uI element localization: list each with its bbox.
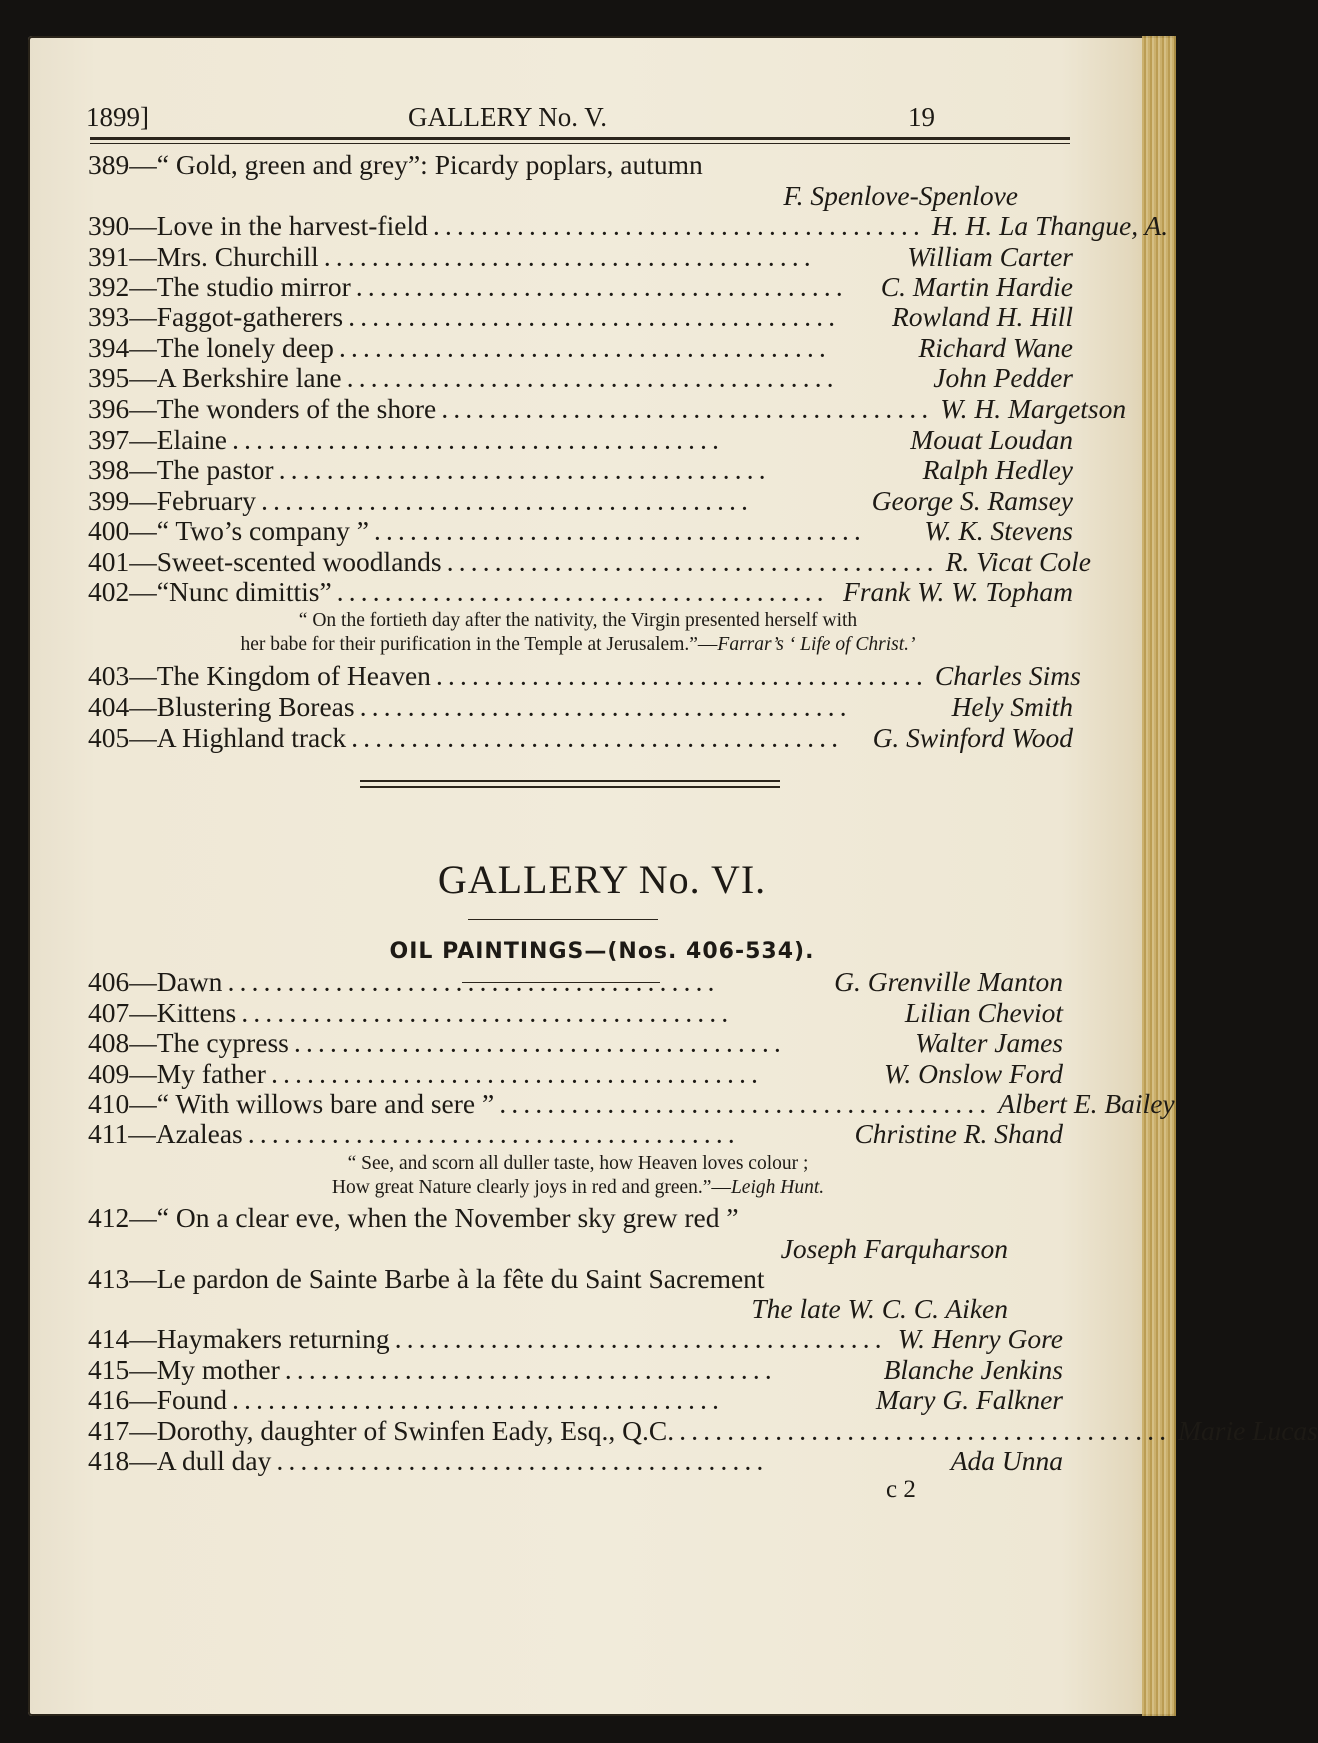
entry-artist: Frank W. W. Topham: [843, 576, 1073, 607]
entry-title: —“ Two’s company ”: [129, 515, 369, 546]
entry-artist: R. Vicat Cole: [945, 546, 1091, 577]
list-item: [88, 241, 1073, 273]
entry-artist: Christine R. Shand: [854, 1118, 1063, 1149]
entry-number: 393: [88, 301, 130, 332]
list-item: [88, 332, 1073, 364]
entry-artist: The late W. C. C. Aiken: [751, 1293, 1008, 1324]
entry-artist: W. Henry Gore: [897, 1323, 1063, 1354]
leader-dots: .........................................: [271, 1066, 764, 1088]
entry-artist: Marie Lucas: [1178, 1415, 1318, 1446]
entry-title: —A Highland track: [129, 722, 347, 753]
leader-dots: .........................................: [500, 1096, 993, 1118]
entry-quote: [78, 1152, 1078, 1200]
entry-title: —Sweet-scented woodlands: [129, 546, 442, 577]
entry-title: —Faggot-gatherers: [129, 301, 344, 332]
quote-line: “ On the fortieth day after the nativity, the Virgin presented herself with: [298, 610, 858, 631]
entry-artist: Richard Wane: [918, 332, 1073, 363]
entry-title: —Mrs. Churchill: [129, 241, 319, 272]
leader-dots: .........................................: [324, 249, 817, 271]
leader-dots: .........................................: [248, 1126, 741, 1148]
entry-artist: Albert E. Bailey: [998, 1088, 1175, 1119]
entry-title: —The studio mirror: [129, 271, 351, 302]
list-item: [88, 362, 1073, 394]
section-divider: [360, 780, 780, 782]
entry-title: —Haymakers returning: [129, 1323, 390, 1354]
list-item: [88, 1118, 1063, 1150]
entry-artist: C. Martin Hardie: [880, 271, 1073, 302]
section-divider: [360, 786, 780, 788]
entry-number: 416: [88, 1384, 130, 1415]
entry-number: 397: [88, 424, 130, 455]
entry-title: —“ On a clear eve, when the November sky grew red ”: [129, 1202, 739, 1233]
entry-artist: Charles Sims: [934, 660, 1081, 691]
entry-title: —Dorothy, daughter of Swinfen Eady, Esq., Q.C.: [129, 1415, 675, 1446]
list-item: [88, 1058, 1063, 1090]
leader-dots: .........................................: [277, 1453, 770, 1475]
entry-number: 409: [88, 1058, 130, 1089]
entry-number: 407: [88, 997, 130, 1028]
entry-title: —Blustering Boreas: [129, 691, 355, 722]
entry-artist: W. H. Margetson: [940, 393, 1127, 424]
list-item: [88, 301, 1073, 333]
entry-number: 413: [88, 1263, 130, 1294]
entry-artist: George S. Ramsey: [871, 485, 1073, 516]
list-item: [88, 1445, 1063, 1477]
list-item: [88, 485, 1073, 517]
header-rule-thin: [90, 143, 1070, 144]
entry-title: —My mother: [129, 1354, 280, 1385]
list-item: [88, 424, 1073, 456]
entry-artist: Lilian Cheviot: [904, 997, 1063, 1028]
entry-title: —Kittens: [129, 997, 237, 1028]
entry-artist: H. H. La Thangue, A.: [931, 210, 1169, 241]
list-item: [88, 1415, 1318, 1447]
heading-rule: [468, 919, 658, 920]
entry-number: 415: [88, 1354, 130, 1385]
book-page: [28, 36, 1318, 1716]
quote-source: Farrar’s ‘ Life of Christ.’: [717, 634, 916, 655]
entry-number: 414: [88, 1323, 130, 1354]
list-item: [88, 393, 1127, 425]
entry-number: 391: [88, 241, 130, 272]
entry-artist: Rowland H. Hill: [891, 301, 1073, 332]
entry-title: —My father: [129, 1058, 266, 1089]
quote-text: How great Nature clearly joys in red and green.”—: [331, 1177, 731, 1198]
entry-number: 400: [88, 515, 130, 546]
entry-artist: Ralph Hedley: [922, 454, 1073, 485]
leader-dots: .........................................: [262, 493, 755, 515]
list-item: [88, 1384, 1063, 1416]
list-item: [88, 1088, 1175, 1120]
leader-dots: .........................................: [442, 401, 935, 423]
entry-quote: [78, 609, 1078, 657]
entry-artist: W. Onslow Ford: [883, 1058, 1063, 1089]
leader-dots: .........................................: [337, 584, 830, 606]
leader-dots: .........................................: [374, 523, 867, 545]
entry-number: 398: [88, 454, 130, 485]
entry-title: —“ Gold, green and grey”: Picardy poplars, autumn: [129, 149, 703, 180]
list-item: [88, 515, 1073, 547]
entry-number: 394: [88, 332, 130, 363]
entry-number: 402: [88, 576, 130, 607]
header-year: 1899]: [86, 102, 149, 132]
quote-source: Leigh Hunt.: [730, 1177, 825, 1198]
quote-line: [78, 633, 1078, 657]
entry-number: 405: [88, 722, 130, 753]
entry-number: 390: [88, 210, 130, 241]
leader-dots: .........................................: [395, 1331, 888, 1353]
list-item: [88, 210, 1169, 242]
entry-artist: F. Spenlove-Spenlove: [783, 180, 1018, 211]
entry-title: —Le pardon de Sainte Barbe à la fête du Saint Sacrement: [129, 1263, 765, 1294]
entry-artist: Mouat Loudan: [910, 424, 1073, 455]
entry-artist: W. K. Stevens: [924, 515, 1073, 546]
leader-dots: .........................................: [436, 668, 929, 690]
list-item: [88, 1354, 1063, 1386]
entry-number: 408: [88, 1027, 130, 1058]
entry-title: —Azaleas: [128, 1118, 243, 1149]
entry-title: —“Nunc dimittis”: [129, 576, 332, 607]
leader-dots: .........................................: [279, 462, 772, 484]
entry-title: —The cypress: [129, 1027, 289, 1058]
list-item: [88, 722, 1073, 754]
list-item: [88, 546, 1091, 578]
list-item: [88, 660, 1081, 692]
entry-title: —The pastor: [129, 454, 274, 485]
leader-dots: .........................................: [242, 1005, 735, 1027]
leader-dots: .........................................: [228, 974, 721, 996]
leader-dots: .........................................: [233, 1392, 726, 1414]
entry-number: 401: [88, 546, 130, 577]
quote-text: her babe for their purification in the Temple at Jerusalem.”—: [240, 634, 718, 655]
entry-number: 403: [88, 660, 130, 691]
leader-dots: .........................................: [447, 554, 940, 576]
list-item: [88, 1263, 1063, 1295]
list-item: [88, 1202, 1063, 1234]
entry-title: —The lonely deep: [129, 332, 334, 363]
entry-number: 417: [88, 1415, 130, 1446]
section-subtitle: OIL PAINTINGS—(Nos. 406-534).: [389, 939, 815, 964]
entry-number: 406: [88, 966, 130, 997]
entry-title: —The wonders of the shore: [129, 393, 437, 424]
entry-title: —Found: [129, 1384, 228, 1415]
list-item: [88, 149, 1073, 181]
entry-number: 411: [88, 1118, 129, 1149]
quote-line: [78, 1176, 1078, 1200]
list-item: [88, 576, 1073, 608]
page-number: 19: [908, 102, 935, 132]
leader-dots: .........................................: [433, 218, 926, 240]
entry-title: —A dull day: [129, 1445, 272, 1476]
entry-number: 418: [88, 1445, 130, 1476]
leader-dots: .........................................: [680, 1423, 1173, 1445]
entry-number: 410: [88, 1088, 130, 1119]
entry-artist: Ada Unna: [950, 1445, 1063, 1476]
entry-artist: G. Grenville Manton: [834, 966, 1063, 997]
leader-dots: .........................................: [356, 279, 849, 301]
leader-dots: .........................................: [349, 309, 842, 331]
entry-number: 399: [88, 485, 130, 516]
entry-artist: Hely Smith: [951, 691, 1073, 722]
entry-title: —Dawn: [129, 966, 223, 997]
entry-title: —“ With willows bare and sere ”: [129, 1088, 495, 1119]
quote-line: “ See, and scorn all duller taste, how Heaven loves colour ;: [347, 1153, 809, 1174]
header-rule: [90, 137, 1070, 140]
section-title: GALLERY No. VI.: [437, 857, 767, 902]
entry-number: 412: [88, 1202, 130, 1233]
leader-dots: .........................................: [339, 340, 832, 362]
entry-title: —February: [129, 485, 257, 516]
entry-title: —The Kingdom of Heaven: [129, 660, 431, 691]
entry-artist: William Carter: [907, 241, 1073, 272]
entry-number: 396: [88, 393, 130, 424]
list-item: [88, 1027, 1063, 1059]
list-item: [88, 966, 1063, 998]
signature-mark: c 2: [886, 1476, 916, 1503]
list-item: [88, 691, 1073, 723]
entry-artist: G. Swinford Wood: [872, 722, 1073, 753]
list-item: [88, 1323, 1063, 1355]
leader-dots: .........................................: [352, 730, 845, 752]
header-gallery-title: GALLERY No. V.: [408, 102, 608, 132]
entry-title: —Love in the harvest-field: [129, 210, 428, 241]
entry-number: 404: [88, 691, 130, 722]
entry-artist: Mary G. Falkner: [875, 1384, 1063, 1415]
list-item: [88, 997, 1063, 1029]
entry-artist: Walter James: [915, 1027, 1063, 1058]
leader-dots: .........................................: [233, 432, 725, 454]
entry-artist: Blanche Jenkins: [883, 1354, 1063, 1385]
entry-title: —Elaine: [129, 424, 227, 455]
entry-number: 392: [88, 271, 130, 302]
entry-title: —A Berkshire lane: [129, 362, 342, 393]
leader-dots: .........................................: [285, 1362, 778, 1384]
leader-dots: .........................................: [294, 1035, 787, 1057]
leader-dots: .........................................: [347, 370, 840, 392]
entry-artist: John Pedder: [933, 362, 1073, 393]
list-item: [88, 271, 1073, 303]
entry-number: 395: [88, 362, 130, 393]
entry-number: 389: [88, 149, 130, 180]
entry-artist: Joseph Farquharson: [780, 1233, 1008, 1264]
leader-dots: .........................................: [360, 699, 853, 721]
list-item: [88, 454, 1073, 486]
